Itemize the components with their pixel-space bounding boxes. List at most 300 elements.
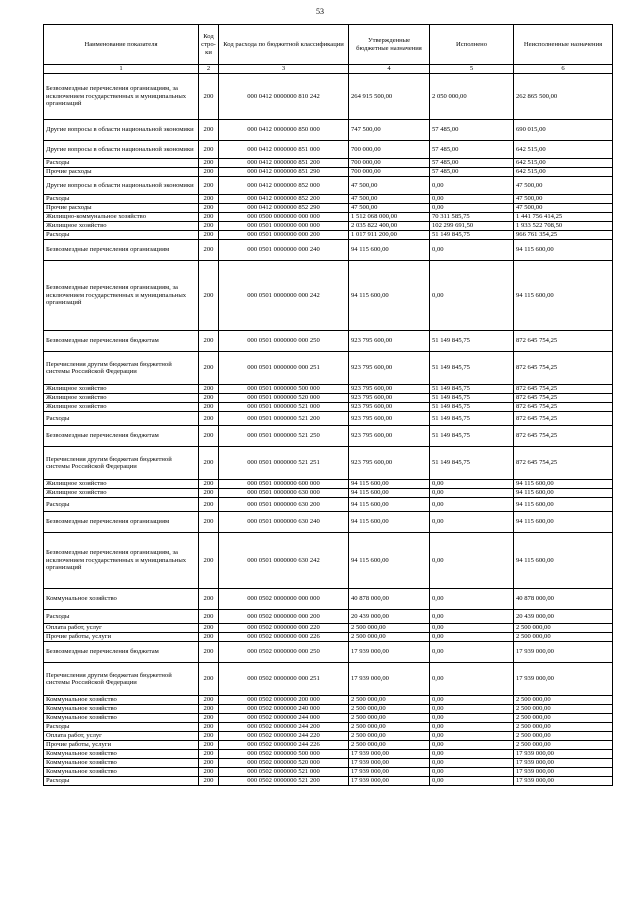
row-executed: 0,00 [430,705,514,714]
row-executed: 0,00 [430,732,514,741]
row-approved: 700 000,00 [349,141,430,159]
column-number: 4 [349,65,430,74]
table-row [44,426,613,447]
row-executed: 51 149 845,75 [430,447,514,480]
row-unexecuted: 872 645 754,25 [514,394,613,403]
table-row [44,261,613,331]
column-number-row [44,65,613,74]
row-executed: 51 149 845,75 [430,394,514,403]
row-line-code: 200 [199,696,219,705]
row-expense-code: 000 0502 0000000 244 000 [219,714,349,723]
row-expense-code: 000 0502 0000000 500 000 [219,750,349,759]
row-approved: 700 000,00 [349,159,430,168]
row-unexecuted: 94 115 600,00 [514,240,613,261]
row-name: Коммунальное хозяйство [44,589,199,610]
row-expense-code: 000 0502 0000000 244 200 [219,723,349,732]
row-name: Расходы [44,412,199,426]
row-expense-code: 000 0502 0000000 244 220 [219,732,349,741]
row-expense-code: 000 0501 0000000 000 200 [219,231,349,240]
row-unexecuted: 20 439 000,00 [514,610,613,624]
row-name: Коммунальное хозяйство [44,714,199,723]
row-expense-code: 000 0502 0000000 000 000 [219,589,349,610]
row-executed: 0,00 [430,533,514,589]
row-line-code: 200 [199,750,219,759]
row-expense-code: 000 0502 0000000 521 000 [219,768,349,777]
row-expense-code: 000 0502 0000000 000 226 [219,633,349,642]
row-executed: 0,00 [430,512,514,533]
row-expense-code: 000 0412 0000000 851 200 [219,159,349,168]
row-unexecuted: 872 645 754,25 [514,331,613,352]
row-expense-code: 000 0501 0000000 521 000 [219,403,349,412]
row-approved: 923 795 600,00 [349,394,430,403]
row-approved: 1 512 068 000,00 [349,213,430,222]
row-approved: 40 878 000,00 [349,589,430,610]
table-row [44,159,613,168]
row-line-code: 200 [199,741,219,750]
row-executed: 0,00 [430,177,514,195]
table-row [44,74,613,120]
row-line-code: 200 [199,732,219,741]
row-executed: 0,00 [430,624,514,633]
row-line-code: 200 [199,159,219,168]
row-unexecuted: 47 500,00 [514,177,613,195]
row-approved: 923 795 600,00 [349,426,430,447]
row-line-code: 200 [199,261,219,331]
row-expense-code: 000 0502 0000000 240 000 [219,705,349,714]
row-expense-code: 000 0502 0000000 000 250 [219,642,349,663]
row-expense-code: 000 0501 0000000 521 250 [219,426,349,447]
row-expense-code: 000 0501 0000000 000 251 [219,352,349,385]
row-name: Прочие расходы [44,204,199,213]
row-line-code: 200 [199,385,219,394]
page-number: 53 [316,7,324,16]
row-line-code: 200 [199,426,219,447]
row-expense-code: 000 0502 0000000 000 200 [219,610,349,624]
row-approved: 923 795 600,00 [349,352,430,385]
column-number: 1 [44,65,199,74]
row-name: Безвозмездные перечисления бюджетам [44,642,199,663]
row-approved: 700 000,00 [349,168,430,177]
row-approved: 923 795 600,00 [349,412,430,426]
header-executed: Исполнено [430,25,514,65]
table-row [44,385,613,394]
row-executed: 0,00 [430,741,514,750]
row-expense-code: 000 0501 0000000 520 000 [219,394,349,403]
row-line-code: 200 [199,394,219,403]
row-approved: 17 939 000,00 [349,642,430,663]
table-row [44,589,613,610]
row-approved: 923 795 600,00 [349,447,430,480]
row-name: Другие вопросы в области национальной экономики [44,177,199,195]
row-unexecuted: 642 515,00 [514,141,613,159]
row-expense-code: 000 0412 0000000 810 242 [219,74,349,120]
table-row [44,732,613,741]
table-row [44,213,613,222]
row-name: Расходы [44,498,199,512]
table-row [44,642,613,663]
row-unexecuted: 2 500 000,00 [514,633,613,642]
row-line-code: 200 [199,512,219,533]
row-name: Оплата работ, услуг [44,732,199,741]
row-executed: 70 311 585,75 [430,213,514,222]
row-expense-code: 000 0501 0000000 521 251 [219,447,349,480]
row-executed: 0,00 [430,768,514,777]
table-row [44,331,613,352]
table-row [44,120,613,141]
row-name: Оплата работ, услуг [44,624,199,633]
row-expense-code: 000 0501 0000000 630 200 [219,498,349,512]
row-line-code: 200 [199,642,219,663]
row-executed: 0,00 [430,261,514,331]
row-name: Жилищное хозяйство [44,489,199,498]
row-approved: 47 500,00 [349,204,430,213]
row-line-code: 200 [199,447,219,480]
row-line-code: 200 [199,403,219,412]
row-approved: 94 115 600,00 [349,498,430,512]
row-executed: 51 149 845,75 [430,426,514,447]
row-expense-code: 000 0501 0000000 500 000 [219,385,349,394]
row-line-code: 200 [199,777,219,786]
row-executed: 51 149 845,75 [430,412,514,426]
row-approved: 2 500 000,00 [349,741,430,750]
row-line-code: 200 [199,195,219,204]
table-row [44,168,613,177]
row-executed: 0,00 [430,714,514,723]
budget-execution-table [43,24,613,786]
row-executed: 0,00 [430,489,514,498]
row-unexecuted: 17 939 000,00 [514,768,613,777]
table-row [44,533,613,589]
table-row [44,714,613,723]
row-expense-code: 000 0412 0000000 852 200 [219,195,349,204]
row-line-code: 200 [199,213,219,222]
row-approved: 94 115 600,00 [349,533,430,589]
row-unexecuted: 690 015,00 [514,120,613,141]
row-expense-code: 000 0501 0000000 000 242 [219,261,349,331]
row-name: Безвозмездные перечисления организациям, за исключением государственных и муниципальных организаций [44,74,199,120]
row-approved: 2 500 000,00 [349,624,430,633]
row-name: Расходы [44,231,199,240]
row-unexecuted: 47 500,00 [514,195,613,204]
column-number: 3 [219,65,349,74]
row-approved: 94 115 600,00 [349,261,430,331]
row-unexecuted: 262 865 500,00 [514,74,613,120]
row-name: Прочие работы, услуги [44,633,199,642]
row-unexecuted: 94 115 600,00 [514,489,613,498]
table-row [44,705,613,714]
row-name: Перечисления другим бюджетам бюджетной системы Российской Федерации [44,663,199,696]
row-line-code: 200 [199,222,219,231]
row-unexecuted: 17 939 000,00 [514,777,613,786]
row-executed: 0,00 [430,723,514,732]
table-row [44,633,613,642]
row-name: Безвозмездные перечисления организациям [44,512,199,533]
row-executed: 0,00 [430,498,514,512]
row-line-code: 200 [199,177,219,195]
row-expense-code: 000 0502 0000000 520 000 [219,759,349,768]
row-name: Расходы [44,723,199,732]
header-approved: Утвержденные бюджетные назначения [349,25,430,65]
row-executed: 51 149 845,75 [430,352,514,385]
row-name: Другие вопросы в области национальной экономики [44,120,199,141]
row-line-code: 200 [199,589,219,610]
table-row [44,759,613,768]
row-executed: 57 485,00 [430,141,514,159]
row-name: Жилищное хозяйство [44,222,199,231]
row-unexecuted: 2 500 000,00 [514,714,613,723]
row-unexecuted: 2 500 000,00 [514,732,613,741]
row-expense-code: 000 0502 0000000 000 220 [219,624,349,633]
row-unexecuted: 872 645 754,25 [514,385,613,394]
row-unexecuted: 1 441 756 414,25 [514,213,613,222]
table-body [44,74,613,786]
row-line-code: 200 [199,168,219,177]
row-executed: 0,00 [430,663,514,696]
row-line-code: 200 [199,759,219,768]
row-approved: 17 939 000,00 [349,750,430,759]
row-approved: 2 500 000,00 [349,705,430,714]
row-expense-code: 000 0501 0000000 630 240 [219,512,349,533]
row-line-code: 200 [199,705,219,714]
row-unexecuted: 94 115 600,00 [514,533,613,589]
row-expense-code: 000 0412 0000000 852 000 [219,177,349,195]
header-line-code: Код стро-ки [199,25,219,65]
row-unexecuted: 17 939 000,00 [514,642,613,663]
table-row [44,750,613,759]
row-name: Жилищно-коммунальное хозяйство [44,213,199,222]
row-unexecuted: 966 761 354,25 [514,231,613,240]
table-row [44,489,613,498]
row-approved: 923 795 600,00 [349,385,430,394]
row-unexecuted: 642 515,00 [514,159,613,168]
row-executed: 0,00 [430,589,514,610]
row-name: Расходы [44,159,199,168]
column-number: 6 [514,65,613,74]
row-line-code: 200 [199,768,219,777]
row-name: Перечисления другим бюджетам бюджетной системы Российской Федерации [44,447,199,480]
row-executed: 2 050 000,00 [430,74,514,120]
row-expense-code: 000 0502 0000000 244 226 [219,741,349,750]
row-expense-code: 000 0501 0000000 000 250 [219,331,349,352]
row-unexecuted: 2 500 000,00 [514,624,613,633]
row-executed: 51 149 845,75 [430,231,514,240]
row-name: Расходы [44,195,199,204]
row-unexecuted: 872 645 754,25 [514,352,613,385]
row-executed: 0,00 [430,240,514,261]
table-row [44,231,613,240]
table-row [44,177,613,195]
row-unexecuted: 17 939 000,00 [514,759,613,768]
table-row [44,480,613,489]
row-expense-code: 000 0502 0000000 000 251 [219,663,349,696]
row-line-code: 200 [199,498,219,512]
row-name: Коммунальное хозяйство [44,768,199,777]
row-expense-code: 000 0412 0000000 850 000 [219,120,349,141]
row-line-code: 200 [199,633,219,642]
row-unexecuted: 872 645 754,25 [514,426,613,447]
row-executed: 57 485,00 [430,159,514,168]
row-line-code: 200 [199,610,219,624]
header-row [44,25,613,65]
row-approved: 2 035 822 400,00 [349,222,430,231]
table-row [44,696,613,705]
table-row [44,240,613,261]
row-line-code: 200 [199,533,219,589]
row-unexecuted: 1 933 522 708,50 [514,222,613,231]
row-unexecuted: 642 515,00 [514,168,613,177]
row-expense-code: 000 0502 0000000 521 200 [219,777,349,786]
row-line-code: 200 [199,331,219,352]
row-line-code: 200 [199,74,219,120]
row-executed: 102 299 691,50 [430,222,514,231]
table-row [44,663,613,696]
row-unexecuted: 40 878 000,00 [514,589,613,610]
row-name: Жилищное хозяйство [44,403,199,412]
row-approved: 923 795 600,00 [349,403,430,412]
table-row [44,412,613,426]
row-name: Безвозмездные перечисления организациям [44,240,199,261]
row-expense-code: 000 0501 0000000 630 242 [219,533,349,589]
row-unexecuted: 94 115 600,00 [514,480,613,489]
row-expense-code: 000 0501 0000000 521 200 [219,412,349,426]
table-row [44,447,613,480]
row-expense-code: 000 0501 0000000 000 240 [219,240,349,261]
row-approved: 2 500 000,00 [349,714,430,723]
row-executed: 57 485,00 [430,168,514,177]
row-line-code: 200 [199,120,219,141]
row-name: Прочие расходы [44,168,199,177]
row-line-code: 200 [199,489,219,498]
row-approved: 2 500 000,00 [349,732,430,741]
row-line-code: 200 [199,204,219,213]
column-number: 2 [199,65,219,74]
row-unexecuted: 94 115 600,00 [514,512,613,533]
header-unexecuted: Неисполненные назначения [514,25,613,65]
row-executed: 0,00 [430,195,514,204]
row-executed: 0,00 [430,777,514,786]
row-executed: 51 149 845,75 [430,403,514,412]
row-line-code: 200 [199,624,219,633]
row-unexecuted: 2 500 000,00 [514,723,613,732]
row-executed: 0,00 [430,610,514,624]
table-row [44,394,613,403]
row-unexecuted: 2 500 000,00 [514,705,613,714]
row-approved: 94 115 600,00 [349,480,430,489]
table-row [44,768,613,777]
row-name: Прочие работы, услуги [44,741,199,750]
row-unexecuted: 2 500 000,00 [514,741,613,750]
row-expense-code: 000 0502 0000000 200 000 [219,696,349,705]
row-approved: 1 017 911 200,00 [349,231,430,240]
row-name: Коммунальное хозяйство [44,750,199,759]
row-line-code: 200 [199,663,219,696]
row-approved: 47 500,00 [349,195,430,204]
row-name: Безвозмездные перечисления бюджетам [44,331,199,352]
row-approved: 47 500,00 [349,177,430,195]
row-line-code: 200 [199,714,219,723]
row-approved: 923 795 600,00 [349,331,430,352]
row-executed: 57 485,00 [430,120,514,141]
row-executed: 0,00 [430,750,514,759]
row-line-code: 200 [199,240,219,261]
table-row [44,624,613,633]
row-name: Безвозмездные перечисления организациям, за исключением государственных и муниципальных организаций [44,533,199,589]
row-name: Коммунальное хозяйство [44,759,199,768]
row-approved: 94 115 600,00 [349,240,430,261]
row-executed: 0,00 [430,633,514,642]
table-row [44,610,613,624]
row-unexecuted: 94 115 600,00 [514,498,613,512]
row-approved: 94 115 600,00 [349,489,430,498]
row-line-code: 200 [199,141,219,159]
table-row [44,204,613,213]
row-executed: 0,00 [430,696,514,705]
row-line-code: 200 [199,412,219,426]
row-name: Жилищное хозяйство [44,385,199,394]
row-expense-code: 000 0501 0000000 630 000 [219,489,349,498]
table-row [44,512,613,533]
row-name: Коммунальное хозяйство [44,705,199,714]
row-name: Жилищное хозяйство [44,394,199,403]
row-unexecuted: 2 500 000,00 [514,696,613,705]
column-number: 5 [430,65,514,74]
row-unexecuted: 872 645 754,25 [514,447,613,480]
row-unexecuted: 872 645 754,25 [514,412,613,426]
row-name: Перечисления другим бюджетам бюджетной системы Российской Федерации [44,352,199,385]
row-executed: 0,00 [430,480,514,489]
row-unexecuted: 94 115 600,00 [514,261,613,331]
header-expense-code: Код расхода по бюджетной классификации [219,25,349,65]
row-approved: 17 939 000,00 [349,759,430,768]
table-row [44,195,613,204]
row-executed: 0,00 [430,204,514,213]
row-executed: 51 149 845,75 [430,385,514,394]
row-unexecuted: 47 500,00 [514,204,613,213]
table-row [44,723,613,732]
row-name: Расходы [44,777,199,786]
row-executed: 0,00 [430,642,514,663]
row-expense-code: 000 0412 0000000 851 290 [219,168,349,177]
table-row [44,403,613,412]
row-line-code: 200 [199,480,219,489]
row-unexecuted: 17 939 000,00 [514,663,613,696]
row-approved: 2 500 000,00 [349,633,430,642]
row-expense-code: 000 0412 0000000 851 000 [219,141,349,159]
table-row [44,498,613,512]
row-expense-code: 000 0501 0000000 600 000 [219,480,349,489]
row-approved: 20 439 000,00 [349,610,430,624]
row-approved: 747 500,00 [349,120,430,141]
row-approved: 17 939 000,00 [349,768,430,777]
table-row [44,777,613,786]
row-expense-code: 000 0501 0000000 000 000 [219,222,349,231]
table-row [44,741,613,750]
row-approved: 94 115 600,00 [349,512,430,533]
table-row [44,352,613,385]
row-expense-code: 000 0500 0000000 000 000 [219,213,349,222]
row-name: Безвозмездные перечисления организациям, за исключением государственных и муниципальных организаций [44,261,199,331]
row-approved: 2 500 000,00 [349,723,430,732]
row-approved: 2 500 000,00 [349,696,430,705]
row-approved: 264 915 500,00 [349,74,430,120]
row-line-code: 200 [199,231,219,240]
row-unexecuted: 872 645 754,25 [514,403,613,412]
row-name: Коммунальное хозяйство [44,696,199,705]
row-name: Жилищное хозяйство [44,480,199,489]
row-executed: 0,00 [430,759,514,768]
row-approved: 17 939 000,00 [349,777,430,786]
table-row [44,222,613,231]
